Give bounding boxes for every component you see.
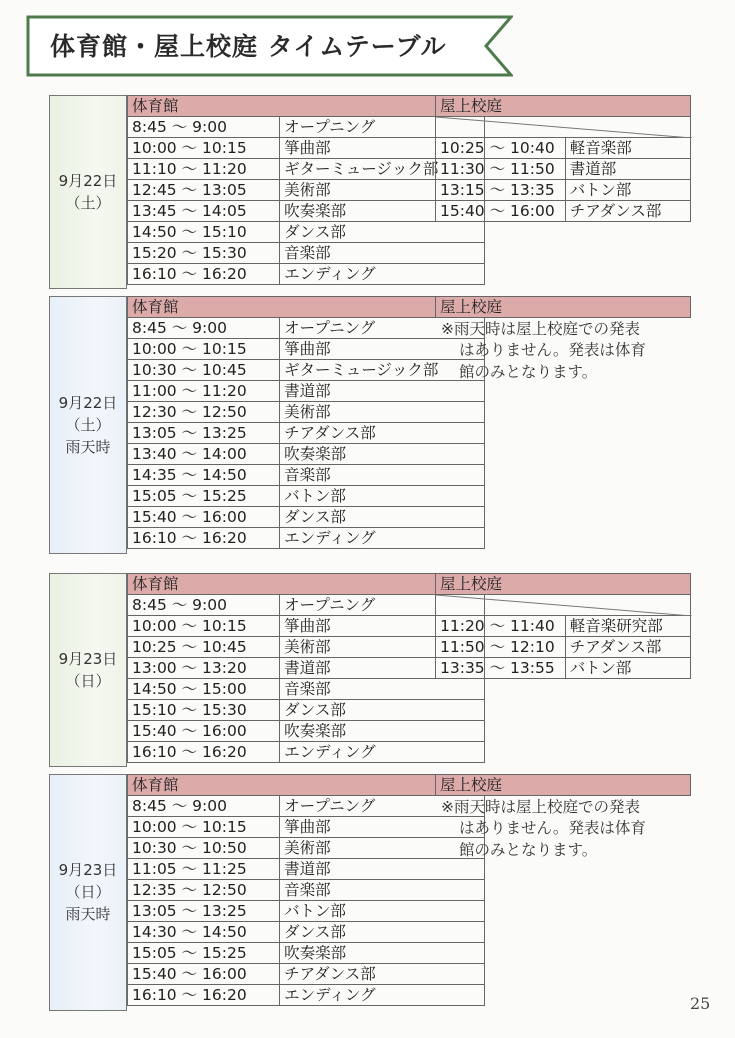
table-row [128, 880, 485, 901]
table-row [128, 159, 485, 180]
gym-header: 体育館 [128, 775, 485, 796]
table-row [128, 465, 485, 486]
performer-cell: 書道部 [280, 859, 485, 880]
time-cell: 14:30 〜 14:50 [128, 922, 280, 943]
time-cell: 16:10 〜 16:20 [128, 264, 280, 285]
table-row [128, 402, 485, 423]
day-label: （土） [65, 193, 111, 212]
time-cell: 15:20 〜 15:30 [128, 243, 280, 264]
performer-cell: チアダンス部 [280, 964, 485, 985]
performer-cell: 吹奏楽部 [280, 444, 485, 465]
performer-cell: チアダンス部 [565, 636, 690, 657]
gym-table [127, 95, 485, 285]
time-cell: 11:05 〜 11:25 [128, 859, 280, 880]
gym-table [127, 296, 485, 549]
table-row [436, 137, 691, 158]
time-cell: 10:25 〜 10:40 [436, 137, 566, 158]
table-row [128, 360, 485, 381]
performer-cell: 吹奏楽部 [280, 943, 485, 964]
table-row [128, 796, 485, 817]
time-cell: 11:10 〜 11:20 [128, 159, 280, 180]
performer-cell: 音楽部 [280, 465, 485, 486]
performer-cell: オープニング [280, 595, 485, 616]
table-row [128, 243, 485, 264]
table-row [128, 679, 485, 700]
performer-cell: 書道部 [280, 658, 485, 679]
time-cell: 10:30 〜 10:45 [128, 360, 280, 381]
table-row [128, 444, 485, 465]
time-cell: 14:50 〜 15:10 [128, 222, 280, 243]
time-cell: 11:30 〜 11:50 [436, 158, 566, 179]
time-cell: 16:10 〜 16:20 [128, 528, 280, 549]
timetable-block [49, 95, 691, 289]
table-row [128, 721, 485, 742]
performer-cell: ダンス部 [280, 700, 485, 721]
timetable-block [49, 573, 691, 767]
table-row [436, 615, 691, 636]
time-cell: 11:50 〜 12:10 [436, 636, 566, 657]
time-cell: 10:00 〜 10:15 [128, 138, 280, 159]
time-cell: 13:35 〜 13:55 [436, 657, 566, 678]
time-cell: 15:40 〜 16:00 [128, 721, 280, 742]
time-cell: 15:05 〜 15:25 [128, 486, 280, 507]
day-label: （日） [65, 671, 111, 690]
rain-note-line: 館のみとなります。 [459, 840, 598, 859]
roof-header: 屋上校庭 [436, 775, 691, 796]
table-row [128, 528, 485, 549]
performer-cell: ダンス部 [280, 222, 485, 243]
time-cell: 15:10 〜 15:30 [128, 700, 280, 721]
performer-cell: 美術部 [280, 402, 485, 423]
table-row [128, 859, 485, 880]
page-title: 体育館・屋上校庭 タイムテーブル [50, 32, 447, 61]
time-cell: 10:00 〜 10:15 [128, 339, 280, 360]
table-row [128, 318, 485, 339]
table-row [128, 637, 485, 658]
table-row [128, 180, 485, 201]
performer-cell: 書道部 [280, 381, 485, 402]
time-cell: 13:05 〜 13:25 [128, 423, 280, 444]
performer-cell: 美術部 [280, 838, 485, 859]
time-cell: 8:45 〜 9:00 [128, 796, 280, 817]
date-label: 9月23日 [58, 861, 118, 880]
time-cell: 14:35 〜 14:50 [128, 465, 280, 486]
table-row [128, 658, 485, 679]
diagonal-line [436, 595, 692, 616]
time-cell: 12:45 〜 13:05 [128, 180, 280, 201]
time-cell: 14:50 〜 15:00 [128, 679, 280, 700]
table-row [128, 943, 485, 964]
performer-cell: 音楽部 [280, 880, 485, 901]
performer-cell: チアダンス部 [565, 200, 690, 221]
timetable-block [49, 296, 691, 554]
performer-cell: 美術部 [280, 180, 485, 201]
performer-cell: 箏曲部 [280, 616, 485, 637]
time-cell: 16:10 〜 16:20 [128, 742, 280, 763]
table-row [436, 636, 691, 657]
table-row [128, 423, 485, 444]
time-cell: 16:10 〜 16:20 [128, 985, 280, 1006]
time-cell: 13:45 〜 14:05 [128, 201, 280, 222]
roof-table [435, 296, 691, 318]
performer-cell: 箏曲部 [280, 817, 485, 838]
date-cell [49, 95, 127, 289]
table-row [436, 158, 691, 179]
table-row [128, 838, 485, 859]
roof-table [435, 774, 691, 796]
date-label: 9月23日 [58, 649, 118, 668]
table-row [128, 742, 485, 763]
table-row [436, 200, 691, 221]
table-row [436, 179, 691, 200]
roof-table [435, 95, 691, 222]
performer-cell: エンディング [280, 528, 485, 549]
roof-header: 屋上校庭 [436, 96, 691, 117]
table-row [128, 138, 485, 159]
rain-note [441, 319, 691, 384]
date-cell [49, 296, 127, 554]
rain-note-line: ※雨天時は屋上校庭での発表 [441, 319, 640, 338]
roof-header: 屋上校庭 [436, 574, 691, 595]
time-cell: 15:40 〜 16:00 [436, 200, 566, 221]
empty-slot-cell [436, 117, 691, 138]
performer-cell: ダンス部 [280, 507, 485, 528]
time-cell: 15:05 〜 15:25 [128, 943, 280, 964]
table-row [128, 700, 485, 721]
rain-note [441, 797, 691, 862]
table-row [128, 595, 485, 616]
time-cell: 13:05 〜 13:25 [128, 901, 280, 922]
gym-header: 体育館 [128, 96, 485, 117]
performer-cell: バトン部 [565, 179, 690, 200]
table-row [128, 964, 485, 985]
rain-note-line: 館のみとなります。 [459, 362, 598, 381]
time-cell: 8:45 〜 9:00 [128, 318, 280, 339]
time-cell: 11:20 〜 11:40 [436, 615, 566, 636]
time-cell: 15:40 〜 16:00 [128, 507, 280, 528]
rain-label: 雨天時 [65, 438, 111, 456]
performer-cell: 軽音楽部 [565, 137, 690, 158]
performer-cell: オープニング [280, 796, 485, 817]
date-cell [49, 774, 127, 1011]
table-row [128, 985, 485, 1006]
performer-cell: バトン部 [565, 657, 690, 678]
performer-cell: 軽音楽研究部 [565, 615, 690, 636]
table-row [128, 507, 485, 528]
table-row [128, 486, 485, 507]
table-row [128, 339, 485, 360]
time-cell: 10:30 〜 10:50 [128, 838, 280, 859]
time-cell: 10:00 〜 10:15 [128, 817, 280, 838]
time-cell: 10:00 〜 10:15 [128, 616, 280, 637]
timetable-block [49, 774, 691, 1011]
gym-header: 体育館 [128, 574, 485, 595]
time-cell: 15:40 〜 16:00 [128, 964, 280, 985]
time-cell: 11:00 〜 11:20 [128, 381, 280, 402]
performer-cell: チアダンス部 [280, 423, 485, 444]
time-cell: 13:00 〜 13:20 [128, 658, 280, 679]
performer-cell: 吹奏楽部 [280, 721, 485, 742]
time-cell: 12:35 〜 12:50 [128, 880, 280, 901]
performer-cell: 書道部 [565, 158, 690, 179]
time-cell: 8:45 〜 9:00 [128, 117, 280, 138]
table-row [128, 616, 485, 637]
performer-cell: ギターミュージック部 [280, 360, 485, 381]
date-cell [49, 573, 127, 767]
table-row [128, 264, 485, 285]
performer-cell: バトン部 [280, 486, 485, 507]
rain-note-line: はありません。発表は体育 [459, 341, 646, 359]
rain-note-line: ※雨天時は屋上校庭での発表 [441, 797, 640, 816]
rain-label: 雨天時 [65, 905, 111, 924]
performer-cell: 吹奏楽部 [280, 201, 485, 222]
table-row [128, 817, 485, 838]
performer-cell: エンディング [280, 985, 485, 1006]
time-cell: 8:45 〜 9:00 [128, 595, 280, 616]
table-row [128, 922, 485, 943]
date-label: 9月22日 [58, 171, 118, 190]
day-label: （土） [65, 416, 111, 434]
diagonal-line [436, 117, 692, 138]
performer-cell: エンディング [280, 264, 485, 285]
performer-cell: 音楽部 [280, 679, 485, 700]
empty-slot-cell [436, 595, 691, 616]
gym-table [127, 774, 485, 1006]
gym-table [127, 573, 485, 763]
performer-cell: オープニング [280, 318, 485, 339]
roof-header: 屋上校庭 [436, 297, 691, 318]
performer-cell: 箏曲部 [280, 339, 485, 360]
table-row [128, 201, 485, 222]
table-row [128, 222, 485, 243]
performer-cell: ダンス部 [280, 922, 485, 943]
table-row [128, 117, 485, 138]
page-number: 25 [690, 994, 711, 1013]
day-label: （日） [65, 883, 111, 902]
performer-cell: 美術部 [280, 637, 485, 658]
performer-cell: 音楽部 [280, 243, 485, 264]
performer-cell: エンディング [280, 742, 485, 763]
time-cell: 10:25 〜 10:45 [128, 637, 280, 658]
performer-cell: バトン部 [280, 901, 485, 922]
performer-cell: オープニング [280, 117, 485, 138]
time-cell: 12:30 〜 12:50 [128, 402, 280, 423]
table-row [436, 657, 691, 678]
time-cell: 13:40 〜 14:00 [128, 444, 280, 465]
roof-table [435, 573, 691, 679]
performer-cell: ギターミュージック部 [280, 159, 485, 180]
table-row [128, 381, 485, 402]
date-label: 9月22日 [58, 394, 118, 412]
gym-header: 体育館 [128, 297, 485, 318]
time-cell: 13:15 〜 13:35 [436, 179, 566, 200]
table-row [128, 901, 485, 922]
rain-note-line: はありません。発表は体育 [459, 819, 646, 837]
performer-cell: 箏曲部 [280, 138, 485, 159]
